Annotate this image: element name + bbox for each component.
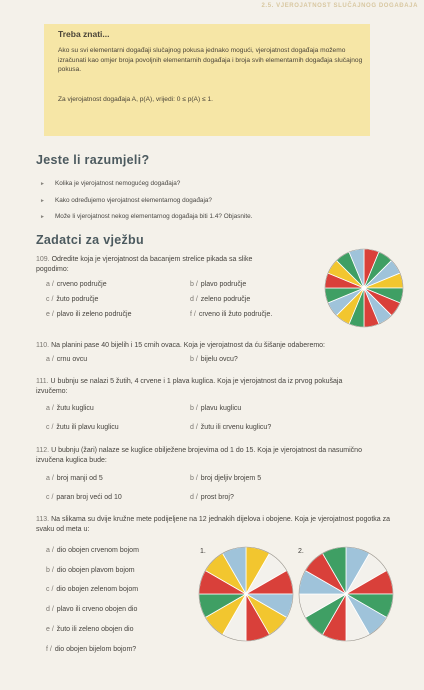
task-option: c / dio obojen zelenom bojom [46,586,139,593]
review-question-text: Kolika je vjerojatnost nemogućeg događaja? [54,180,181,187]
task-option: a / crveno područje [46,281,107,288]
info-box-title: Treba znati... [58,29,110,39]
task-number: 112. [36,447,50,454]
task-option: b / broj djeljiv brojem 5 [190,475,262,482]
review-question-text: Može li vjerojatnost nekog elementarnog događaja biti 1.4? Objasnite. [54,213,253,220]
task-option: c / paran broj veći od 10 [46,494,122,501]
info-box-definition: Ako su svi elementarni događaji slučajnog pokusa jednako mogući, vjerojatnost događaja možemo izračunati kao omjer broja povoljnih elementarnih događaja i broja svih elementarnih događaja slučajnog pokusa. [58,47,363,73]
task-option: e / plavo ili zeleno područje [46,311,132,318]
task-option: a / broj manji od 5 [46,475,103,482]
info-box-formula: Za vjerojatnost događaja A, p(A), vrijedi: 0 ≤ p(A) ≤ 1. [58,96,213,103]
review-question [40,213,252,220]
task-option: a / dio obojen crvenom bojom [46,547,139,554]
info-box [44,24,370,136]
review-heading: Jeste li razumjeli? [36,153,150,167]
task-text: U bubnju se nalazi 5 žutih, 4 crvene i 1 plava kuglica. Koja je vjerojatnost da iz prvog pokušaja izvučemo: [36,378,343,395]
target-figure-2 [298,546,394,642]
task-option: c / žutu ili plavu kuglicu [46,424,119,431]
bullet-icon: ► [40,214,45,220]
figure-label-1: 1. [200,548,206,555]
exercises-heading: Zadatci za vježbu [36,233,144,247]
task-option: b / plavu kuglicu [190,405,242,412]
dartboard-figure [324,248,404,328]
figure-label-2: 2. [298,548,304,555]
review-question [40,180,180,187]
task-110 [36,341,396,351]
task-option: b / dio obojen plavom bojom [46,567,135,574]
task-option: f / crveno ili žuto područje. [190,311,273,318]
task-111 [36,377,366,397]
bullet-icon: ► [40,181,45,187]
task-option: d / prost broj? [190,494,234,501]
task-number: 111. [36,378,49,385]
review-question [40,197,212,204]
task-text: Na slikama su dvije kružne mete podijeljene na 12 jednakih dijelova i obojene. Koja je vjerojatnost pogotka za svaku od meta u: [36,516,390,533]
target-figure-1 [198,546,294,642]
task-option: f / dio obojen bijelom bojom? [46,646,137,653]
task-option: a / žutu kuglicu [46,405,94,412]
task-option: a / crnu ovcu [46,356,88,363]
task-option: d / zeleno područje [190,296,251,303]
task-option: b / bijelu ovcu? [190,356,238,363]
task-option: e / žuto ili zeleno obojen dio [46,626,134,633]
task-text: Odredite koja je vjerojatnost da bacanjem strelice pikada sa slike pogodimo: [36,256,253,273]
task-number: 113. [36,516,50,523]
page-header [0,0,424,14]
section-title: 2.5. VJEROJATNOST SLUČAJNOG DOGAĐAJA [261,3,418,9]
task-option: d / plavo ili crveno obojen dio [46,606,138,613]
task-text: Na planini pase 40 bijelih i 15 crnih ovaca. Koja je vjerojatnost da ću šišanje odaberemo: [51,342,326,349]
task-number: 109. [36,256,50,263]
task-109 [36,255,276,275]
bullet-icon: ► [40,198,45,204]
review-question-text: Kako određujemo vjerojatnost elementarnog događaja? [54,197,212,204]
task-option: c / žuto područje [46,296,99,303]
task-text: U bubnju (žari) nalaze se kuglice obilježene brojevima od 1 do 15. Koja je vjerojatnost da nasumično izvučena kuglica bude: [36,447,362,464]
task-option: b / plavo područje [190,281,247,288]
task-113 [36,515,398,535]
task-112 [36,446,386,466]
task-number: 110. [36,342,50,349]
task-option: d / žutu ili crvenu kuglicu? [190,424,272,431]
